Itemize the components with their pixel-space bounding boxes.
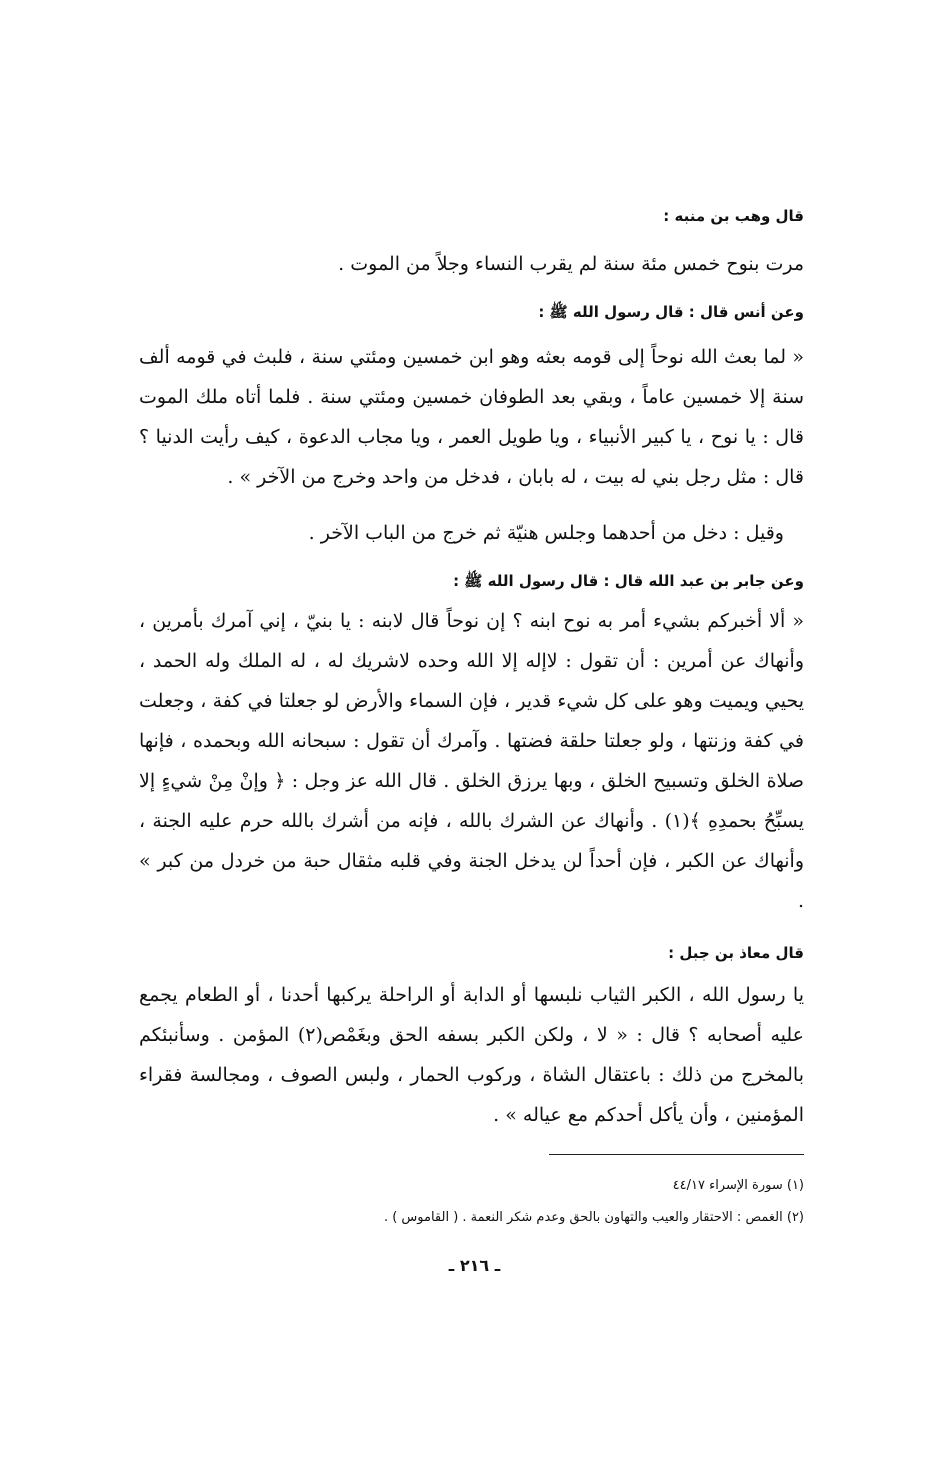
section-text-wahb: مرت بنوح خمس مئة سنة لم يقرب النساء وجلاً من الموت . [338, 253, 804, 275]
page-number: ـ ٢١٦ ـ [448, 1256, 501, 1275]
section-extra-anas: وقيل : دخل من أحدهما وجلس هنيّة ثم خرج من الباب الآخر . [308, 522, 784, 544]
section-text-anas: « لما بعث الله نوحاً إلى قومه بعثه وهو ابن خمسين ومئتي سنة ، فلبث في قومه ألف سنة إلا خمسين عاماً ، وبقي بعد الطوفان خمسين ومئتي سنة . فلما أتاه ملك الموت قال : يا نوح ، يا كبير الأنبياء ، ويا طويل العمر ، ويا مجاب الدعوة ، كيف رأيت الدنيا ؟ قال : مثل رجل بني له بيت ، له بابان ، فدخل من واحد وخرج من الآخر » . [139, 346, 804, 488]
section-text-jabir: « ألا أخبركم بشيء أمر به نوح ابنه ؟ إن نوحاً قال لابنه : يا بنيّ ، إني آمرك بأمرين ، وأنهاك عن أمرين : أن تقول : لاإله إلا الله وحده لاشريك له ، له الملك وله الحمد ، يحيي ويميت وهو على كل شيء قدير ، فإن السماء والأرض لو جعلتا في كفة ، وجعلت في كفة وزنتها ، ولو جعلتا حلقة فضتها . وآمرك أن تقول : سبحانه الله وبحمده ، فإنها صلاة الخلق وتسبيح الخلق ، وبها يرزق الخلق . قال الله عز وجل : ﴿ وإنْ مِنْ شيءٍ إلا يسبِّحُ بحمدِهِ ﴾(١) . وأنهاك عن الشرك بالله ، فإنه من أشرك بالله حرم عليه الجنة ، وأنهاك عن الكبر ، فإن أحداً لن يدخل الجنة وفي قلبه مثقال حبة من خردل من كبر » . [139, 610, 804, 912]
section-heading-wahb: قال وهب بن منبه : [663, 207, 804, 225]
section-heading-jabir: وعن جابر بن عبد الله قال : قال رسول الله ﷺ : [453, 572, 804, 590]
section-heading-anas: وعن أنس قال : قال رسول الله ﷺ : [538, 303, 804, 321]
footnote-1: (١) سورة الإسراء ٤٤/١٧ [672, 1178, 804, 1193]
section-text-muadh: يا رسول الله ، الكبر الثياب نلبسها أو الدابة أو الراحلة يركبها أحدنا ، أو الطعام يجمع عليه أصحابه ؟ قال : « لا ، ولكن الكبر بسفه الحق وبغَمْص(٢) المؤمن . وسأنبئكم بالمخرج من ذلك : باعتقال الشاة ، وركوب الحمار ، ولبس الصوف ، ومجالسة فقراء المؤمنين ، وأن يأكل أحدكم مع عياله » . [139, 984, 805, 1126]
footnote-divider [549, 1154, 804, 1155]
footnote-2: (٢) الغمص : الاحتقار والعيب والتهاون بالحق وعدم شكر النعمة . ( القاموس ) . [383, 1210, 804, 1225]
section-heading-muadh: قال معاذ بن جبل : [668, 944, 804, 962]
